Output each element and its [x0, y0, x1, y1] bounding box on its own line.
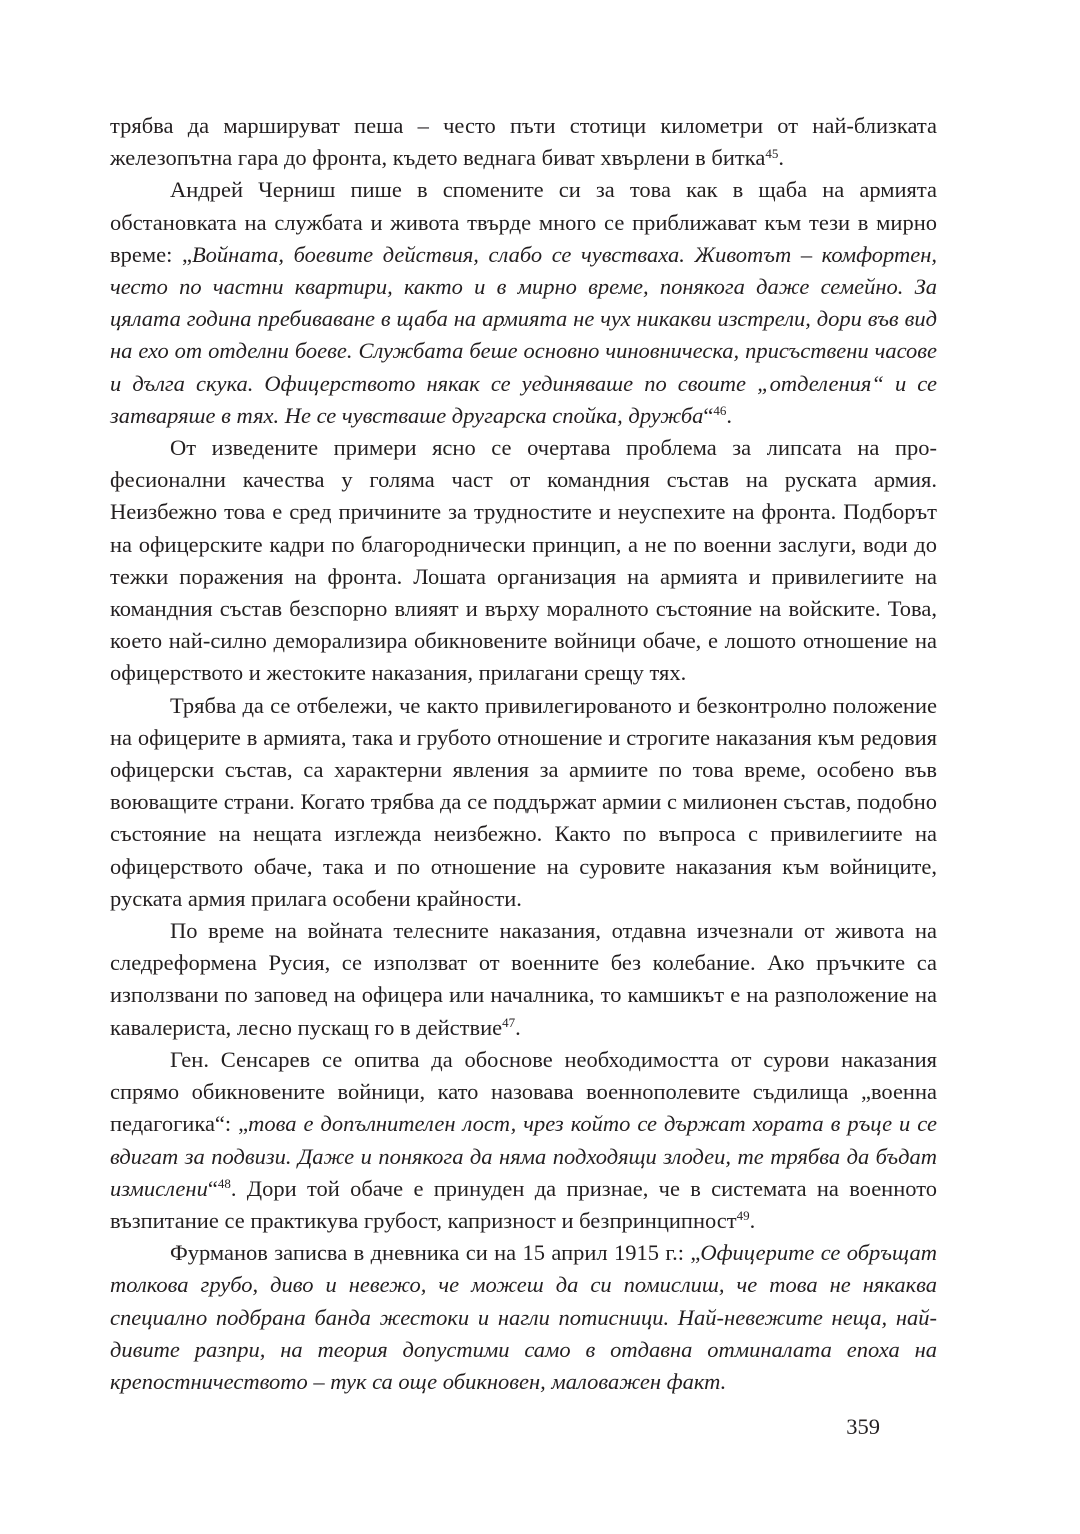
paragraph [110, 690, 937, 915]
paragraph [110, 432, 937, 690]
text-run: . [749, 1207, 756, 1233]
paragraph [110, 174, 937, 432]
quote-text: Офицерите се обръщат толкова грубо, диво и невежо, че можеш да си помислиш, че това не някаква специално подбрана банда жестоки и нагли потисници. Най-невежите неща, най-дивите разпри, на теория допустими само в отдавна отминалата епоха на крепостничеството – тук са още обикновен, маловажен факт. [110, 1240, 937, 1394]
text-run: Андрей Черниш пише в спомените си за това как в щаба на армията обстановката на службата и живота твърде много се приближават към тези в мирно време: „ [110, 177, 937, 267]
paragraph [110, 1044, 937, 1237]
text-run: По време на войната телесните наказания, отдавна изчезнали от живота на следреформена Русия, се използват от военните без колебание. Ако пръчките са използвани по заповед на офицера или началника, то камшикът е на разположение на кавалериста, лесно пускащ го в действие [110, 918, 937, 1040]
text-run: Ген. Сенсарев се опитва да обоснове необходимостта от сурови наказания спрямо обикновените войници, като назовава военнополевите съдилища „военна педагогика“: „ [110, 1046, 937, 1137]
text-run: . [778, 145, 784, 171]
text-run: “ [207, 1175, 218, 1201]
paragraph [110, 1237, 937, 1398]
text-run: . Дори той обаче е принуден да признае, че в системата на военното възпитание се практикува грубост, капризност и безпринципност [110, 1175, 937, 1233]
paragraph [110, 110, 937, 174]
text-run: . [515, 1014, 521, 1040]
footnote-ref: 46 [713, 403, 727, 419]
text-run: “ [703, 402, 714, 428]
text-run: Фурманов записва в дневника си на 15 април 1915 г.: „ [170, 1240, 701, 1266]
page-body [110, 110, 937, 1398]
quote-text: Войната, боевите действия, слабо се чувстваха. Животът – комфортен, често по частни квартири, както и в мирно време, понякога даже семейно. За цялата година пребиваване в щаба на армията не чух никакви изстрели, дори във вид на ехо от отделни боеве. Службата беше основно чиновническа, присъствени часове и дълга скука. Офицерството някак се уединяваше по своите „отделения“ и се затваряше в тях. Не се чувстваше другарска спойка, дружба [110, 241, 938, 428]
footnote-ref: 49 [736, 1208, 750, 1224]
text-run: Трябва да се отбележи, че както привилегированото и безконтролно положение на офицерите в армията, така и грубото отношение и строгите наказания към редовия офицерски състав, са характерни явления за армиите по това време, особено във воюващите страни. Когато трябва да се поддържат армии с милионен състав, подобно състояние на нещата изглежда неизбежно. Както по въпроса с привилегиите на офицерството обаче, така и по отношение на суровите наказания към войниците, руската армия прилага особени крайности. [110, 692, 937, 911]
page-number: 359 [846, 1414, 880, 1439]
text-run: трябва да маршируват пеша – често пъти стотици километри от най-близката железопътна гара до фронта, където веднага биват хвърлени в битка [110, 113, 937, 171]
text-run: От изведените примери ясно се очертава проблема за липсата на професионални качества у голяма част от командния състав на руската армия. Неизбежно това е сред причините за трудностите и неуспехите на фронта. Подборът на офицерските кадри по благороднически принцип, а не по военни заслуги, води до тежки поражения на фронта. Лошата организация на армията и привилегиите на командния състав безспорно влияят и върху моралното състояние на войските. Това, което най-силно деморализира обикновените войници обаче, е лошото отношение на офицерството и жестоките наказания, прилагани срещу тях. [110, 435, 937, 686]
quote-text: това е допълнителен лост, чрез който се държат хората в ръце и се вдигат за подвизи. Даже и понякога да няма подходящи злодеи, те трябва да бъдат измислени [110, 1111, 937, 1201]
text-run: . [726, 402, 733, 428]
footnote-ref: 48 [217, 1176, 231, 1192]
footnote-ref: 45 [765, 145, 779, 161]
footnote-ref: 47 [502, 1015, 516, 1031]
paragraph [110, 915, 937, 1044]
